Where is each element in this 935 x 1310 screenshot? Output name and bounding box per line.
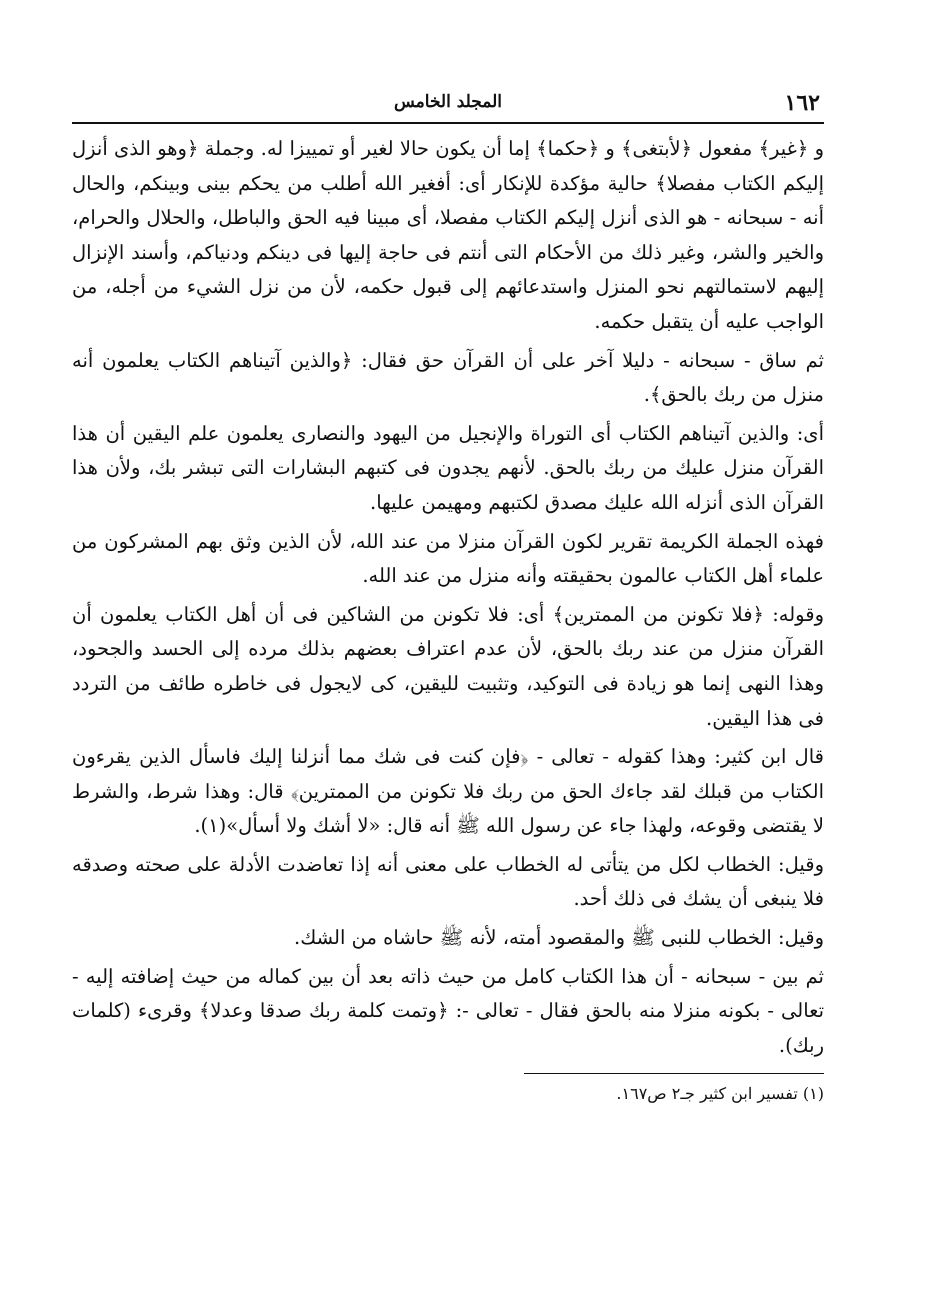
paragraph: وقوله: ﴿فلا تكونن من الممترين﴾ أى: فلا تكونن من الشاكين فى أن أهل الكتاب يعلمون أن القرآن منزل من عند ربك بالحق، لأن عدم اعتراف بعضهم بذلك مرده إلى الحسد والجحود، وهذا النهى إنما هو زيادة فى التوكيد، وتثبيت لليقين، كى لايجول فى خاطره طائف من التردد فى هذا اليقين.: [72, 602, 824, 730]
running-title: المجلد الخامس: [393, 92, 502, 112]
paragraph: ثم ساق - سبحانه - دليلا آخر على أن القرآن حق فقال: ﴿والذين آتيناهم الكتاب يعلمون أنه منزل من ربك بالحق﴾.: [72, 348, 824, 407]
paragraph: وقيل: الخطاب للنبى ﷺ والمقصود أمته، لأنه ﷺ حاشاه من الشك.: [294, 926, 824, 950]
paragraph: وقيل: الخطاب لكل من يتأتى له الخطاب على معنى أنه إذا تعاضدت الأدلة على صحته وصدقه فلا ينبغى أن يشك فى ذلك أحد.: [72, 852, 824, 911]
footnote-rule: [524, 1073, 824, 1074]
page-header: [72, 88, 824, 122]
header-rule: [72, 122, 824, 124]
footnote: (١) تفسير ابن كثير جـ٢ ص١٦٧.: [616, 1084, 824, 1104]
body-text: [72, 132, 824, 1063]
page-number: ١٦٢: [784, 90, 820, 116]
paragraph: أى: والذين آتيناهم الكتاب أى التوراة والإنجيل من اليهود والنصارى يعلمون علم اليقين أن هذا القرآن منزل عليك من ربك بالحق. لأنهم يجدون فى كتبهم البشارات التى تبشر بك، ولأن هذا القرآن الذى أنزله الله عليك مصدق لكتبهم ومهيمن عليها.: [72, 421, 824, 514]
document-page: [72, 88, 824, 1106]
paragraph: ثم بين - سبحانه - أن هذا الكتاب كامل من حيث ذاته بعد أن بين كماله من حيث إضافته إليه - تعالى - بكونه منزلا منه بالحق فقال - تعالى -: ﴿وتمت كلمة ربك صدقا وعدلا﴾ وقرىء (كلمات ربك).: [72, 964, 824, 1057]
paragraph: فهذه الجملة الكريمة تقرير لكون القرآن منزلا من عند الله، لأن الذين وثق بهم المشركون من علماء أهل الكتاب عالمون بحقيقته وأنه منزل من عند الله.: [72, 529, 824, 588]
paragraph: قال ابن كثير: وهذا كقوله - تعالى - ﴿فإن كنت فى شك مما أنزلنا إليك فاسأل الذين يقرءون الكتاب من قبلك لقد جاءك الحق من ربك فلا تكونن من الممترين﴾ قال: وهذا شرط، والشرط لا يقتضى وقوعه، ولهذا جاء عن رسول الله ﷺ أنه قال: «لا أشك ولا أسأل»(١).: [72, 745, 824, 838]
paragraph: و ﴿غير﴾ مفعول ﴿لأبتغى﴾ و ﴿حكما﴾ إما أن يكون حالا لغير أو تمييزا له. وجملة ﴿وهو الذى أنزل إليكم الكتاب مفصلا﴾ حالية مؤكدة للإنكار أى: أفغير الله أطلب من يحكم بينى وبينكم، والحال أنه - سبحانه - هو الذى أنزل إليكم الكتاب مفصلا، أى مبينا فيه الحق والباطل، والحلال والحرام، والخير والشر، وغير ذلك من الأحكام التى أنتم فى حاجة إليها فى دينكم ودنياكم، وأسند الإنزال إليهم لاستمالتهم نحو المنزل واستدعائهم إلى قبول حكمه، لأن من نزل الشيء من أجله، من الواجب عليه أن يتقبل حكمه.: [72, 137, 824, 333]
